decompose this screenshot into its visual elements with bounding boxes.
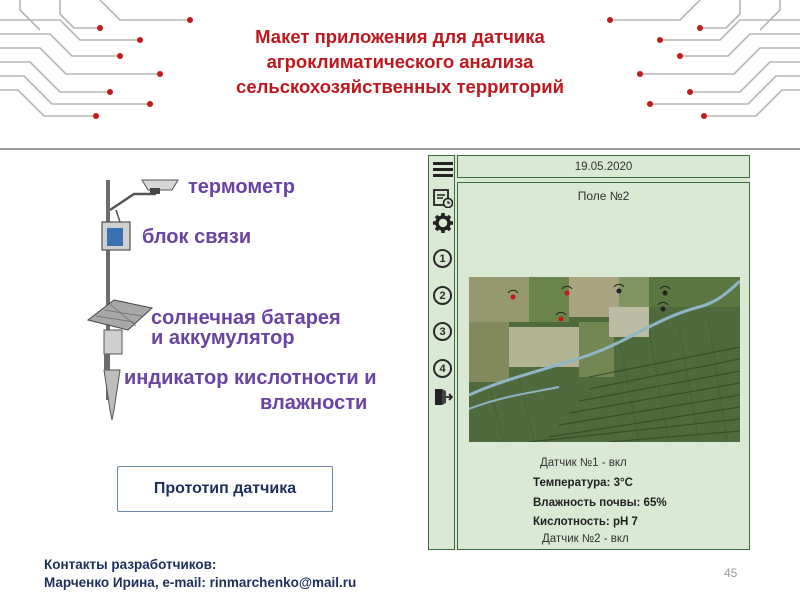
- title-line-2: агроклиматического анализа: [266, 51, 534, 72]
- indicator-line-2: влажности: [260, 392, 368, 414]
- indicator-line-1: индикатор кислотности и: [124, 367, 377, 389]
- title-line-3: сельскохозяйственных территорий: [236, 76, 564, 97]
- page-number: 45: [724, 566, 738, 580]
- field-4-number: 4: [433, 359, 452, 378]
- solar-line-1: солнечная батарея: [151, 307, 341, 329]
- field-title: Поле №2: [577, 189, 630, 203]
- field-2-icon[interactable]: [431, 284, 454, 307]
- title-line-1: Макет приложения для датчика: [255, 26, 545, 47]
- circuit-decoration-right: [600, 0, 800, 140]
- contacts-line: Марченко Ирина, e-mail: rinmarchenko@mail.ru: [44, 575, 357, 590]
- divider-line: [0, 148, 800, 150]
- thermometer-label: термометр: [188, 176, 296, 198]
- field-1-icon[interactable]: [431, 247, 454, 270]
- sensor-2-status: Датчик №2 - вкл: [542, 533, 629, 545]
- solar-line-2: и аккумулятор: [151, 327, 295, 349]
- temperature-value: Температура: 3°C: [533, 477, 633, 489]
- field-3-icon[interactable]: [431, 320, 454, 343]
- acidity-value: Кислотность: pH 7: [533, 516, 638, 528]
- soil-moisture-value: Влажность почвы: 65%: [533, 497, 667, 509]
- date-bar: 19.05.2020: [457, 155, 750, 178]
- menu-icon[interactable]: [431, 157, 454, 180]
- exit-icon[interactable]: [431, 385, 454, 408]
- settings-icon[interactable]: [431, 211, 454, 234]
- field-2-number: 2: [433, 286, 452, 305]
- solar-battery-label: [151, 308, 341, 348]
- satellite-map[interactable]: [469, 277, 740, 442]
- prototype-caption: Прототип датчика: [117, 466, 333, 512]
- schedule-icon[interactable]: [431, 186, 454, 209]
- developer-contacts: [44, 556, 356, 592]
- circuit-decoration-left: [0, 0, 200, 140]
- sensor-1-status: Датчик №1 - вкл: [540, 457, 627, 469]
- indicator-label: [124, 366, 377, 416]
- field-3-number: 3: [433, 322, 452, 341]
- field-4-icon[interactable]: [431, 357, 454, 380]
- slide-title: [190, 24, 610, 99]
- app-mockup: [428, 155, 750, 550]
- field-1-number: 1: [433, 249, 452, 268]
- contacts-heading: Контакты разработчиков:: [44, 557, 217, 572]
- comm-unit-label: блок связи: [142, 226, 252, 248]
- app-sidebar: [428, 155, 455, 550]
